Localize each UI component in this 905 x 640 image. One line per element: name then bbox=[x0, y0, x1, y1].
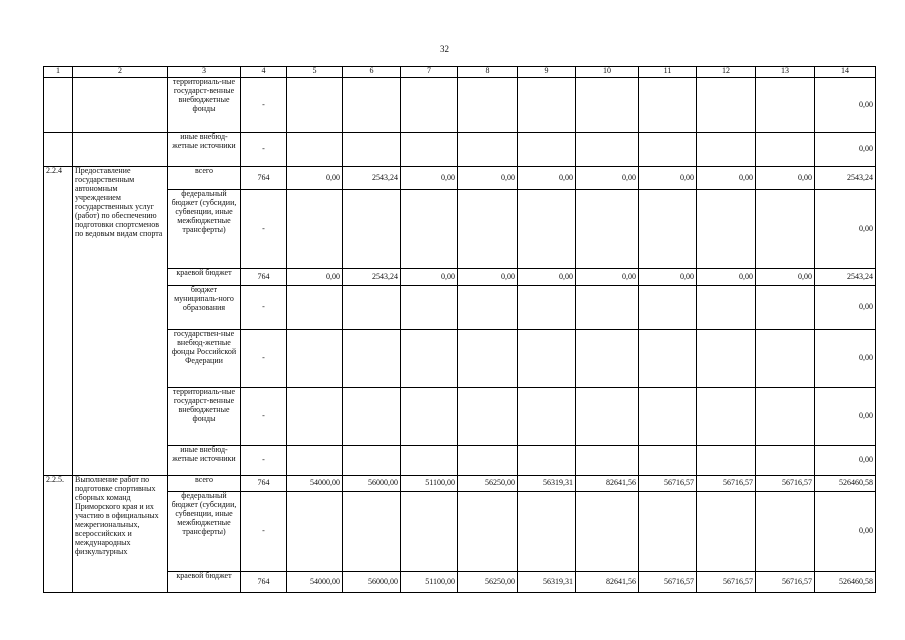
value-cell bbox=[518, 330, 576, 388]
value-cell: 56716,57 bbox=[756, 572, 815, 593]
value-cell bbox=[697, 330, 756, 388]
code-cell: - bbox=[241, 492, 287, 572]
code-cell: - bbox=[241, 78, 287, 133]
activity-name-cell: Выполнение работ по подготовке спортивных сборных команд Приморского края и их участию в официальных межрегиональных, всероссийских и международных физкультурных bbox=[73, 476, 168, 593]
funding-source-cell: всего bbox=[168, 476, 241, 492]
value-cell: 82641,56 bbox=[576, 476, 639, 492]
value-cell: 0,00 bbox=[639, 167, 697, 190]
value-cell: 0,00 bbox=[756, 269, 815, 286]
value-cell bbox=[697, 388, 756, 446]
header-cell: 10 bbox=[576, 67, 639, 78]
value-cell: 0,00 bbox=[458, 167, 518, 190]
table-row bbox=[44, 167, 876, 190]
value-cell: 0,00 bbox=[401, 269, 458, 286]
value-cell bbox=[287, 133, 343, 167]
header-row bbox=[44, 67, 876, 78]
code-cell: - bbox=[241, 446, 287, 476]
value-cell bbox=[401, 133, 458, 167]
funding-source-cell: территориаль-ные государст-венные внебюджетные фонды bbox=[168, 78, 241, 133]
table-row bbox=[44, 330, 876, 388]
value-cell: 51100,00 bbox=[401, 476, 458, 492]
code-cell: - bbox=[241, 388, 287, 446]
value-cell bbox=[697, 446, 756, 476]
value-cell: 2543,24 bbox=[343, 269, 401, 286]
header-cell: 4 bbox=[241, 67, 287, 78]
value-cell: 0,00 bbox=[697, 167, 756, 190]
value-cell: 0,00 bbox=[401, 167, 458, 190]
value-cell: 56000,00 bbox=[343, 572, 401, 593]
total-cell: 526460,58 bbox=[815, 572, 876, 593]
value-cell bbox=[756, 492, 815, 572]
value-cell bbox=[401, 330, 458, 388]
value-cell bbox=[343, 133, 401, 167]
value-cell bbox=[518, 492, 576, 572]
value-cell bbox=[343, 388, 401, 446]
value-cell bbox=[343, 330, 401, 388]
value-cell bbox=[343, 78, 401, 133]
value-cell: 56716,57 bbox=[639, 572, 697, 593]
table-row bbox=[44, 492, 876, 572]
value-cell: 56319,31 bbox=[518, 476, 576, 492]
value-cell: 56716,57 bbox=[639, 476, 697, 492]
value-cell bbox=[639, 190, 697, 269]
funding-source-cell: краевой бюджет bbox=[168, 572, 241, 593]
funding-source-cell: федеральный бюджет (субсидии, субвенции, иные межбюджетные трансферты) bbox=[168, 190, 241, 269]
value-cell bbox=[756, 446, 815, 476]
row-number-cell bbox=[44, 78, 73, 133]
value-cell: 56716,57 bbox=[697, 572, 756, 593]
value-cell bbox=[287, 190, 343, 269]
code-cell: 764 bbox=[241, 167, 287, 190]
value-cell bbox=[458, 492, 518, 572]
value-cell bbox=[287, 492, 343, 572]
value-cell: 0,00 bbox=[287, 167, 343, 190]
funding-source-cell: краевой бюджет bbox=[168, 269, 241, 286]
value-cell bbox=[697, 286, 756, 330]
header-cell: 8 bbox=[458, 67, 518, 78]
value-cell bbox=[639, 330, 697, 388]
value-cell bbox=[458, 78, 518, 133]
value-cell bbox=[401, 286, 458, 330]
value-cell bbox=[576, 446, 639, 476]
header-cell: 12 bbox=[697, 67, 756, 78]
value-cell bbox=[576, 492, 639, 572]
value-cell bbox=[576, 190, 639, 269]
value-cell bbox=[697, 190, 756, 269]
value-cell: 54000,00 bbox=[287, 572, 343, 593]
table-row bbox=[44, 388, 876, 446]
value-cell: 0,00 bbox=[576, 167, 639, 190]
value-cell bbox=[576, 133, 639, 167]
table-row bbox=[44, 286, 876, 330]
value-cell bbox=[458, 133, 518, 167]
value-cell: 0,00 bbox=[518, 167, 576, 190]
header-cell: 2 bbox=[73, 67, 168, 78]
value-cell bbox=[576, 78, 639, 133]
value-cell bbox=[343, 492, 401, 572]
header-cell: 13 bbox=[756, 67, 815, 78]
value-cell bbox=[697, 492, 756, 572]
value-cell bbox=[287, 330, 343, 388]
value-cell bbox=[287, 286, 343, 330]
header-cell: 5 bbox=[287, 67, 343, 78]
activity-name-cell bbox=[73, 78, 168, 133]
total-cell: 0,00 bbox=[815, 388, 876, 446]
code-cell: 764 bbox=[241, 476, 287, 492]
header-cell: 3 bbox=[168, 67, 241, 78]
value-cell: 2543,24 bbox=[343, 167, 401, 190]
value-cell: 56250,00 bbox=[458, 476, 518, 492]
value-cell bbox=[639, 492, 697, 572]
total-cell: 0,00 bbox=[815, 446, 876, 476]
value-cell: 56319,31 bbox=[518, 572, 576, 593]
value-cell bbox=[518, 133, 576, 167]
activity-name-cell: Предоставление государственным автономным учреждением государственных услуг (работ) по обеспечению подготовки спортсменов по ведовым видам спорта bbox=[73, 167, 168, 476]
value-cell bbox=[576, 286, 639, 330]
value-cell bbox=[639, 388, 697, 446]
value-cell: 0,00 bbox=[576, 269, 639, 286]
budget-table bbox=[43, 66, 876, 593]
value-cell: 0,00 bbox=[458, 269, 518, 286]
code-cell: - bbox=[241, 133, 287, 167]
value-cell bbox=[756, 388, 815, 446]
value-cell bbox=[287, 446, 343, 476]
table-row bbox=[44, 78, 876, 133]
value-cell: 56000,00 bbox=[343, 476, 401, 492]
value-cell bbox=[639, 446, 697, 476]
value-cell bbox=[756, 286, 815, 330]
table-row bbox=[44, 572, 876, 593]
funding-source-cell: всего bbox=[168, 167, 241, 190]
value-cell bbox=[639, 133, 697, 167]
code-cell: 764 bbox=[241, 572, 287, 593]
value-cell: 0,00 bbox=[518, 269, 576, 286]
page-number: 32 bbox=[440, 44, 449, 54]
code-cell: - bbox=[241, 330, 287, 388]
value-cell bbox=[287, 388, 343, 446]
total-cell: 2543,24 bbox=[815, 269, 876, 286]
value-cell bbox=[518, 190, 576, 269]
header-cell: 7 bbox=[401, 67, 458, 78]
value-cell: 56250,00 bbox=[458, 572, 518, 593]
header-cell: 1 bbox=[44, 67, 73, 78]
value-cell bbox=[287, 78, 343, 133]
table-row bbox=[44, 269, 876, 286]
row-number-cell bbox=[44, 133, 73, 167]
value-cell bbox=[518, 388, 576, 446]
funding-source-cell: территориаль-ные государст-венные внебюджетные фонды bbox=[168, 388, 241, 446]
table-row bbox=[44, 476, 876, 492]
funding-source-cell: иные внебюд-жетные источники bbox=[168, 446, 241, 476]
table-row bbox=[44, 133, 876, 167]
activity-name-cell bbox=[73, 133, 168, 167]
code-cell: 764 bbox=[241, 269, 287, 286]
total-cell: 0,00 bbox=[815, 78, 876, 133]
value-cell bbox=[697, 133, 756, 167]
value-cell bbox=[518, 286, 576, 330]
value-cell bbox=[458, 190, 518, 269]
value-cell bbox=[458, 446, 518, 476]
value-cell: 51100,00 bbox=[401, 572, 458, 593]
header-cell: 9 bbox=[518, 67, 576, 78]
header-cell: 11 bbox=[639, 67, 697, 78]
value-cell bbox=[401, 78, 458, 133]
total-cell: 0,00 bbox=[815, 286, 876, 330]
table-row bbox=[44, 190, 876, 269]
value-cell: 0,00 bbox=[639, 269, 697, 286]
code-cell: - bbox=[241, 190, 287, 269]
total-cell: 0,00 bbox=[815, 190, 876, 269]
total-cell: 0,00 bbox=[815, 330, 876, 388]
value-cell: 82641,56 bbox=[576, 572, 639, 593]
value-cell bbox=[343, 190, 401, 269]
value-cell bbox=[756, 190, 815, 269]
value-cell bbox=[458, 330, 518, 388]
value-cell bbox=[639, 286, 697, 330]
value-cell: 54000,00 bbox=[287, 476, 343, 492]
funding-source-cell: бюджет муниципаль-ного образования bbox=[168, 286, 241, 330]
value-cell bbox=[756, 133, 815, 167]
total-cell: 526460,58 bbox=[815, 476, 876, 492]
value-cell bbox=[576, 330, 639, 388]
funding-source-cell: иные внебюд-жетные источники bbox=[168, 133, 241, 167]
value-cell: 56716,57 bbox=[756, 476, 815, 492]
funding-source-cell: государствен-ные внебюд-жетные фонды Российской Федерации bbox=[168, 330, 241, 388]
funding-source-cell: федеральный бюджет (субсидии, субвенции, иные межбюджетные трансферты) bbox=[168, 492, 241, 572]
total-cell: 0,00 bbox=[815, 133, 876, 167]
table-row bbox=[44, 446, 876, 476]
value-cell bbox=[756, 78, 815, 133]
value-cell: 0,00 bbox=[756, 167, 815, 190]
value-cell bbox=[756, 330, 815, 388]
value-cell: 0,00 bbox=[697, 269, 756, 286]
value-cell bbox=[518, 446, 576, 476]
value-cell bbox=[639, 78, 697, 133]
value-cell bbox=[697, 78, 756, 133]
row-number-cell: 2.2.4 bbox=[44, 167, 73, 476]
value-cell bbox=[401, 190, 458, 269]
value-cell bbox=[343, 286, 401, 330]
total-cell: 0,00 bbox=[815, 492, 876, 572]
value-cell: 56716,57 bbox=[697, 476, 756, 492]
value-cell bbox=[401, 492, 458, 572]
value-cell bbox=[343, 446, 401, 476]
header-cell: 14 bbox=[815, 67, 876, 78]
value-cell bbox=[458, 388, 518, 446]
value-cell bbox=[458, 286, 518, 330]
value-cell: 0,00 bbox=[287, 269, 343, 286]
value-cell bbox=[401, 388, 458, 446]
value-cell bbox=[576, 388, 639, 446]
row-number-cell: 2.2.5. bbox=[44, 476, 73, 593]
total-cell: 2543,24 bbox=[815, 167, 876, 190]
header-cell: 6 bbox=[343, 67, 401, 78]
value-cell bbox=[401, 446, 458, 476]
value-cell bbox=[518, 78, 576, 133]
code-cell: - bbox=[241, 286, 287, 330]
